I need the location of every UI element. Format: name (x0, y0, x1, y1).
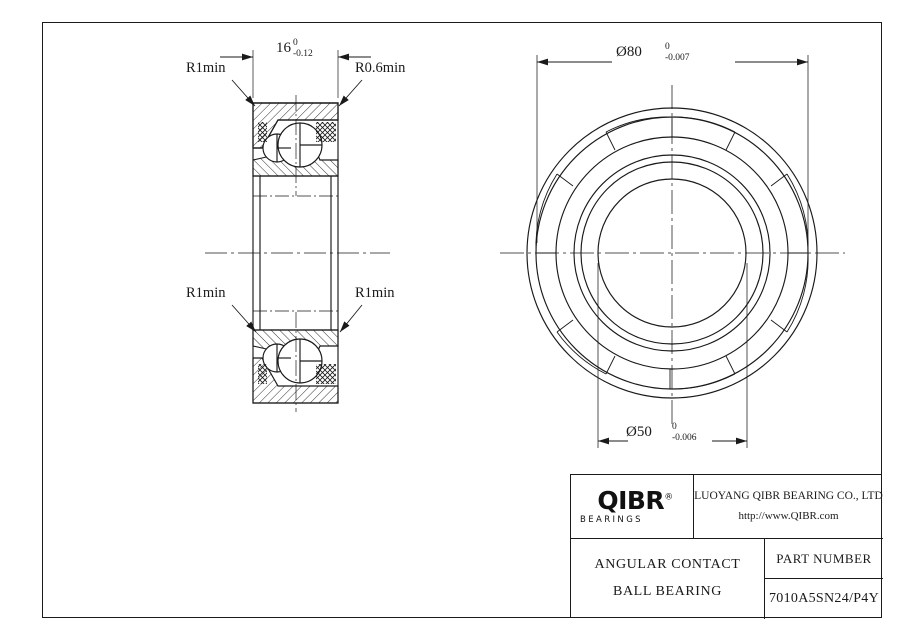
company-name: LUOYANG QIBR BEARING CO., LTD (694, 490, 883, 503)
dim-od (537, 55, 808, 243)
front-view (500, 85, 845, 425)
label-r1min-bottom-left: R1min (186, 285, 226, 301)
brand-tagline: BEARINGS (580, 515, 643, 525)
title-block-header (571, 475, 883, 539)
product-description (571, 539, 765, 619)
product-line-2: BALL BEARING (613, 584, 722, 599)
company-info (693, 475, 883, 538)
part-number-cell (765, 539, 883, 619)
title-block-body (571, 539, 883, 619)
dim-id-nominal: Ø50 (626, 424, 652, 440)
brand-name (597, 488, 672, 513)
dim-id (598, 263, 747, 448)
dim-od-upper-tol: 0 (665, 42, 670, 52)
brand-logo (571, 475, 693, 538)
dim-od-lower-tol: -0.007 (665, 53, 690, 63)
dim-width-upper-tol: 0 (293, 38, 298, 48)
title-block (570, 474, 882, 618)
brand-text: QIBR (597, 486, 665, 515)
dim-od-nominal: Ø80 (616, 44, 642, 60)
label-r1min-bottom-right: R1min (355, 285, 395, 301)
product-line-1: ANGULAR CONTACT (594, 557, 741, 573)
label-r06min-top-right: R0.6min (355, 60, 406, 76)
dim-width-nominal: 16 (276, 40, 291, 56)
dim-width-lower-tol: -0.12 (293, 49, 313, 59)
part-number-label: PART NUMBER (765, 539, 883, 579)
company-website: http://www.QIBR.com (738, 509, 839, 522)
part-number-value: 7010A5SN24/P4Y (769, 591, 879, 606)
dim-id-lower-tol: -0.006 (672, 433, 697, 443)
label-r1min-top-left: R1min (186, 60, 226, 76)
dim-id-upper-tol: 0 (672, 422, 677, 432)
registered-mark-icon: ® (664, 492, 673, 503)
